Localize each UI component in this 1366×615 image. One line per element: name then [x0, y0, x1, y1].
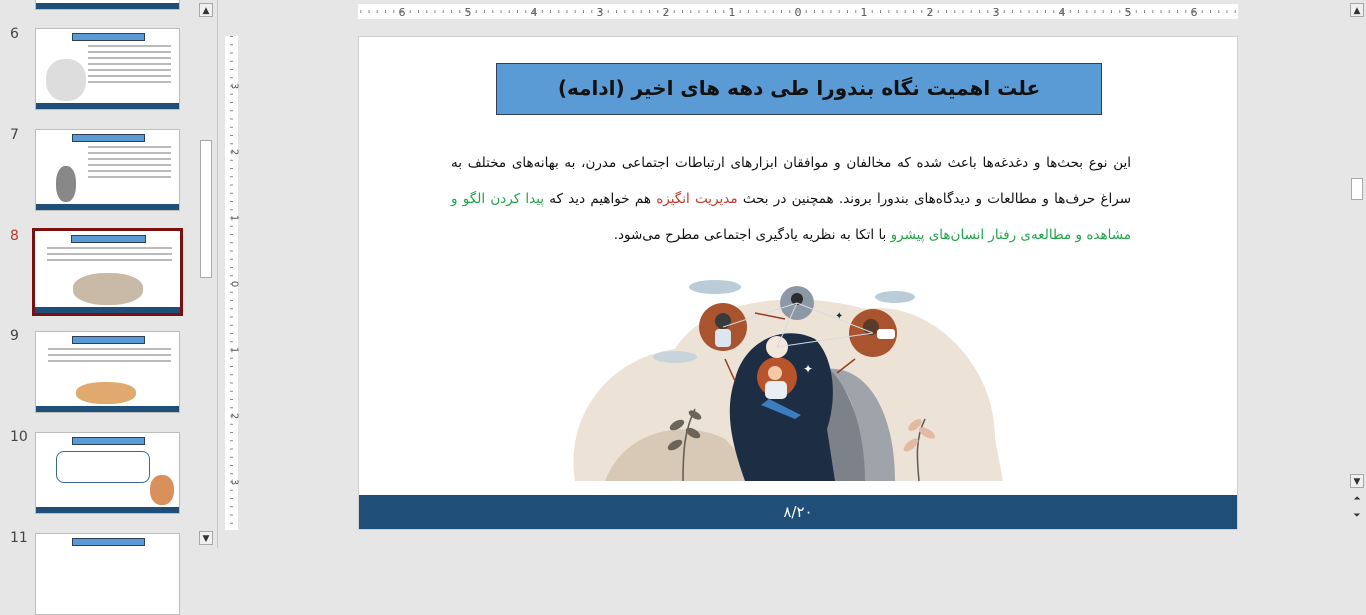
ruler-label: 0 — [228, 280, 240, 288]
scroll-down-button[interactable] — [199, 531, 213, 545]
ruler-label: 5 — [1124, 6, 1132, 19]
vertical-ruler[interactable] — [225, 36, 238, 530]
highlight-role-model: پیدا کردن الگو و مشاهده و مطالعه‌ی رفتار انسان‌های پیشرو — [451, 191, 1131, 243]
thumb-footer — [36, 406, 179, 412]
slide-thumbnail-6[interactable] — [35, 28, 180, 110]
ruler-label: 0 — [794, 6, 802, 19]
slide-body-text[interactable] — [451, 145, 1131, 253]
slide-scrollbar[interactable] — [1348, 0, 1366, 548]
thumb-footer — [36, 103, 179, 109]
slide-number-10: 10 — [10, 429, 28, 445]
slide-thumbnail-11[interactable] — [35, 533, 180, 615]
ruler-label: 2 — [926, 6, 934, 19]
ruler-label: 2 — [662, 6, 670, 19]
thumb-title — [72, 538, 146, 546]
slide-number-6: 6 — [10, 26, 19, 42]
chevron-down-icon: ▼ — [1353, 477, 1361, 487]
thumb-footer — [36, 3, 179, 9]
body-text-part3: با اتکا به نظریه یادگیری اجتماعی مطرح می‌شود. — [613, 227, 891, 243]
body-text-part2: هم خواهیم دید که — [544, 191, 657, 207]
double-chevron-up-icon: ⏶ — [1353, 494, 1361, 504]
ruler-label: 1 — [228, 346, 240, 354]
ruler-label: 2 — [228, 412, 240, 420]
pane-splitter[interactable] — [217, 0, 218, 548]
slide-number-8: 8 — [10, 228, 19, 244]
chevron-up-icon: ▲ — [1353, 6, 1361, 16]
ruler-label: 1 — [728, 6, 736, 19]
thumb-illustration — [73, 273, 143, 305]
ruler-label: 1 — [860, 6, 868, 19]
ruler-label: 6 — [398, 6, 406, 19]
ruler-labels — [399, 6, 1198, 19]
double-chevron-down-icon: ⏷ — [1353, 511, 1361, 521]
thumb-title — [72, 134, 146, 142]
ruler-label: 2 — [228, 148, 240, 156]
thumb-illustration — [56, 166, 76, 202]
thumbnail-scrollbar[interactable] — [198, 0, 214, 548]
slide-thumbnail-8-selected[interactable] — [32, 228, 183, 316]
thumb-text — [88, 45, 171, 87]
ruler-label: 5 — [464, 6, 472, 19]
slide-thumbnail-7[interactable] — [35, 129, 180, 211]
slide-page-number: ۸/۲۰ — [783, 503, 813, 521]
body-text-part1: این نوع بحث‌ها و دغدغه‌ها باعث شده که مخالفان و موافقان ابزارهای ارتباطات اجتماعی مدرن، به بهانه‌های مختلف به سراغ حرف‌ها و مطالعات و دیدگاه‌های بندورا بروند. همچنین در بحث — [451, 155, 1132, 207]
thumb-illustration — [150, 475, 174, 505]
chevron-down-icon: ▼ — [202, 534, 210, 544]
slide-thumbnail-5[interactable] — [35, 0, 180, 10]
ruler-label: 3 — [596, 6, 604, 19]
highlight-motivation-management: مدیریت انگیزه — [656, 191, 738, 207]
slide-footer — [359, 495, 1237, 529]
scrollbar-thumb[interactable] — [1351, 178, 1363, 200]
ruler-label: 3 — [992, 6, 1000, 19]
thumb-illustration — [76, 382, 136, 404]
slide-thumbnail-pane[interactable] — [0, 0, 196, 548]
slide-number-7: 7 — [10, 127, 19, 143]
next-slide-button[interactable] — [1351, 510, 1363, 522]
thumb-title — [71, 235, 146, 243]
ruler-label: 4 — [530, 6, 538, 19]
scroll-up-button[interactable] — [1350, 3, 1364, 17]
chevron-up-icon: ▲ — [202, 6, 210, 16]
slide-number-9: 9 — [10, 328, 19, 344]
thumb-text — [47, 247, 172, 265]
previous-slide-button[interactable] — [1351, 493, 1363, 505]
ruler-label: 3 — [228, 478, 240, 486]
slide-canvas[interactable] — [358, 36, 1238, 530]
thumb-footer — [36, 204, 179, 210]
svg-text:✦: ✦ — [803, 362, 814, 376]
scroll-up-button[interactable] — [199, 3, 213, 17]
slide-thumbnail-9[interactable] — [35, 331, 180, 413]
slide-thumbnail-10[interactable] — [35, 432, 180, 514]
slide-title[interactable]: علت اهمیت نگاه بندورا طی دهه های اخیر (ادامه) — [496, 63, 1102, 115]
social-learning-illustration[interactable] — [565, 269, 1003, 481]
ruler-label: 6 — [1190, 6, 1198, 19]
thumb-title — [72, 437, 146, 445]
slide-number-11: 11 — [10, 530, 28, 546]
scrollbar-thumb[interactable] — [200, 140, 212, 278]
thumb-footer — [35, 307, 180, 313]
thumb-callout — [56, 451, 150, 483]
thumb-text — [88, 146, 171, 182]
thumb-text — [48, 348, 171, 366]
thumb-footer — [36, 507, 179, 513]
ruler-labels — [229, 83, 240, 485]
horizontal-ruler[interactable] — [358, 4, 1238, 19]
thumb-illustration — [46, 59, 86, 101]
thumb-title — [72, 33, 146, 41]
ruler-label: 1 — [228, 214, 240, 222]
ruler-label: 3 — [228, 82, 240, 90]
scroll-down-button[interactable] — [1350, 474, 1364, 488]
svg-text:✦: ✦ — [835, 311, 844, 322]
thumb-title — [72, 336, 146, 344]
ruler-label: 4 — [1058, 6, 1066, 19]
